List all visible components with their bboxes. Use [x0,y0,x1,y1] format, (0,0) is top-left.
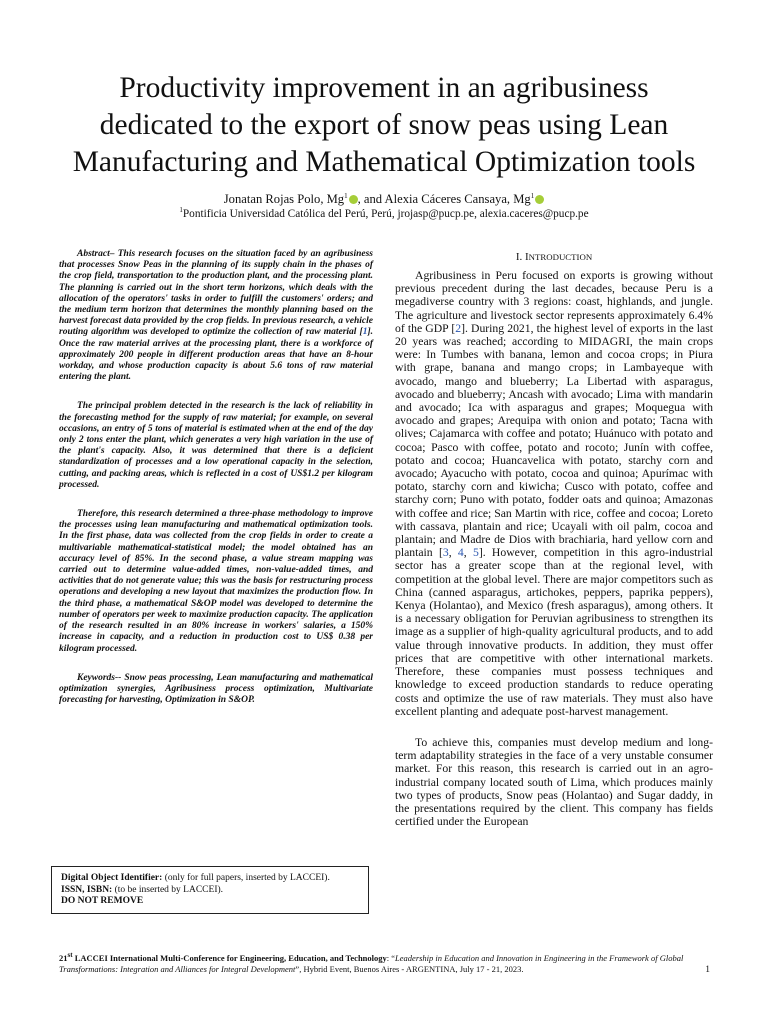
author-separator: , and [357,192,385,206]
page-number: 1 [705,965,710,975]
keywords: Keywords-- Snow peas processing, Lean manufacturing and mathematical optimization synergies, Agribusiness process optimization, Multivariate forecasting for harvesting, Optimization in S&OP. [59,672,373,706]
doi-label: Digital Object Identifier: [61,873,163,883]
title-line-3: Manufacturing and Mathematical Optimization tools [72,146,696,178]
author-1: Jonatan Rojas Polo, Mg [223,192,345,206]
doi-box [51,866,369,914]
citation-link[interactable]: 2 [455,321,462,335]
title-line-1: Productivity improvement in an agribusiness [119,72,649,104]
abstract-text: ]. Once the raw material arrives at the processing plant, there is a workforce of approximately 200 people in different production areas that have an 8-hour workday, and whose production capacity is about 5.6 tons of raw material entering the plant. [59,327,373,383]
affiliation [40,207,728,222]
orcid-icon[interactable] [349,195,358,204]
footer-conf-name: LACCEI International Multi-Conference for Engineering, Education, and Technology [72,953,387,963]
author-line [40,191,728,207]
heading-part: I. I [515,251,529,263]
do-not-remove: DO NOT REMOVE [61,896,144,906]
introduction-column [395,249,713,846]
page-footer [59,953,709,975]
body-text: ]. However, competition in this agro-industrial sector has a greater scope than at the regional level, with competition at the global level. There are major competitors such as China (canned asparagus, artichokes, peppers, paprika peppers), Kenya (Holantao), and Mexico (fresh asparagus), among others. It is a necessary obligation for Peruvian agribusiness to strengthen its image as a supplier of high-quality agricultural products, and to add value through innovative products. In addition, they must offer prices that are competitive with other international markets. Therefore, these companies must possess techniques and knowledge to exceed production standards to reduce operating costs and optimize the use of raw materials. They must also have excellent planting and adequate post-harvest management. [395,546,714,718]
abstract-paragraph-1 [59,249,373,383]
author-2: Alexia Cáceres Cansaya, Mg [384,192,531,206]
heading-part: NTRODUCTION [528,252,593,262]
abstract-column [59,249,373,706]
affiliation-sup: 1 [179,206,183,215]
section-heading-introduction [395,249,713,265]
abstract-text: Abstract– This research focuses on the situation faced by an agribusiness that processes Snow Peas in the planning of its supply chain in the phases of the crop field, transportation to the production plant, and the processing plant. The planning is carried out in the short term horizons, which deals with the allocation of the operators' tasks in order to fulfill the customers' orders; and the medium term horizon that determines the monthly planning based on the harvest forecast data provided by the crop fields. In previous research, a vehicle routing algorithm was developed to optimize the collection of raw material [ [59,249,373,338]
citation-link[interactable]: 1 [362,327,368,338]
doi-text: (only for full papers, inserted by LACCEI). [162,873,330,883]
author-2-sup: 1 [530,191,535,200]
citation-link[interactable]: 5 [472,546,479,560]
body-text: ]. During 2021, the highest level of exports in the last 20 years was reached; according to MIDAGRI, the main crops were: In Tumbes with banana, lemon and cocoa crops; in Piura with grape, banana and mango crops; in Lambayeque with avocado, mango and blueberry; La Libertad with asparagus, avocado and blueberry; Ancash with avocado; Lima with mandarin and avocado; Ica with asparagus and grapes; Moquegua with avocado and grapes; Arequipa with onion and potato; Tacna with olives; Cajamarca with coffee and potato; Huánuco with potato and cocoa; Pasco with coffee, potato and rocoto; Junín with coffee, potato and cocoa; Huancavelica with potato, starchy corn and avocado; Ayacucho with potato, cocoa and quinoa; Apurímac with potato, starchy corn and kiwicha; Cusco with potato, coffee and starchy corn; Puno with potato, fodder oats and quinoa; Amazonas with coffee and rice; San Martin with rice, coffee and cocoa; Loreto with cassava, plantain and rice; Ucayali with oil palm, cocoa and plantain; and Madre de Dios with brachiaria, hard yellow corn and plantain [ [395,321,713,560]
footer-colon: : “ [386,953,396,963]
footer-theme: Leadership in Education and Innovation in Engineering in the Framework of Global Transformations: Integration and Alliances for Integral Development [59,953,684,974]
footer-conf-num: 21 [59,953,68,963]
paper-title [40,70,728,181]
affiliation-text: Pontificia Universidad Católica del Perú, Perú, jrojasp@pucp.pe, alexia.caceres@pucp.pe [182,208,589,220]
intro-paragraph-1: Agribusiness in Peru focused on exports is growing without previous precedent during the last decades, because Peru is a megadiverse country with 3 regions: coast, highlands, and jungle. The agriculture and livestock sector represents approximately 6.4% of the GDP [2]. During 2021, the highest level of exports in the last 20 years was reached; according to MIDAGRI, the main crops were: In Tumbes with banana, lemon and cocoa crops; in Piura with grape, banana and mango crops; in Lambayeque with avocado, mango and blueberry; La Libertad with asparagus, avocado and blueberry; Ancash with avocado; Lima with mandarin and avocado; Ica with asparagus and grapes; Moquegua with avocado and grapes; Arequipa with onion and potato; Tacna with olives; Cajamarca with coffee and potato; Huánuco with potato and cocoa; Pasco with coffee, potato and rocoto; Junín with coffee, potato and cocoa; Huancavelica with potato, starchy corn and avocado; Ayacucho with potato, cocoa and quinoa; Apurímac with potato, starchy corn and kiwicha; Cusco with potato, coffee and starchy corn; Puno with potato, fodder oats and quinoa; Amazonas with coffee and rice; San Martin with rice, coffee and cocoa; Loreto with cassava, plantain and rice; Ucayali with oil palm, cocoa and plantain; and Madre de Dios with brachiaria, hard yellow corn and plantain [3, 4, 5]. However, competition in this agro-industrial sector has a greater scope than at the regional level, with competition at the global level. There are major competitors such as China (canned asparagus, artichokes, peppers, paprika peppers), Kenya (Holantao), and Mexico (fresh asparagus), among others. It is a necessary obligation for Peruvian agribusiness to strengthen its image as a supplier of high-quality agricultural products, and to add value through innovative products. In addition, they must offer prices that are competitive with other international markets. Therefore, these companies must possess techniques and knowledge to exceed production standards to reduce operating costs and optimize the use of raw materials. They must also have excellent planting and adequate post-harvest management. [395,269,714,718]
issn-label: ISSN, ISBN: [61,884,113,895]
footer-conf-sup: st [67,951,73,960]
abstract-paragraph-3: Therefore, this research determined a three-phase methodology to improve the processes using lean manufacturing and mathematical optimization tools. In the first phase, data was collected from the crop fields in order to create a multivariable mathematical-statistical model; the model obtained has an accuracy level of 85%. In the second phase, a value stream mapping was carried out to determine value-added times, non-value-added times, and activities that do not generate value; this was the basis for restructuring process operations and developing a new layout that maximizes the production flow. In the third phase, a mathematical S&OP model was developed to determine the number of operators per week to maximize production capacity. The application of the research resulted in an 80% increase in workers' salaries, a 150% increase in capacity, and a reduction in production cost to US$ 0.38 per kilogram processed. [59,509,373,654]
title-line-2: dedicated to the export of snow peas using Lean [99,109,669,141]
author-1-sup: 1 [344,191,348,200]
citation-link[interactable]: 4 [457,546,464,560]
abstract-paragraph-2: The principal problem detected in the research is the lack of reliability in the forecasting method for the supply of raw material; for example, on several occasions, an entry of 5 tons of material is estimated when at the end of the day only 2 tons enter the plant, which generates a very high variation in the use of the plant's capacity. Also, it was determined that there is a deficient standardization of processes and a low operational capacity in the selection, cutting, and packing areas, which is reflected in a cost of US$1.2 per kilogram processed. [59,401,373,490]
issn-text: (to be inserted by LACCEI). [112,884,224,895]
orcid-icon[interactable] [535,195,544,204]
citation-link[interactable]: 3 [442,546,449,560]
footer-event: ”, Hybrid Event, Buenos Aires - ARGENTINA, July 17 - 21, 2023. [295,964,524,974]
body-text: Agribusiness in Peru focused on exports is growing without previous precedent during the last decades, because Peru is a megadiverse country with 3 regions: coast, highlands, and jungle. The agriculture and livestock sector represents approximately 6.4% of the GDP [ [395,269,713,335]
intro-paragraph-2: To achieve this, companies must develop medium and long-term adaptability strategies in the face of a very unstable consumer market. For this reason, this research is carried out in an agro-industrial company located south of Lima, which produces mainly two types of products, Snow peas (Holantao) and Sugar daddy, in the presentations required by the client. This company has fields certified under the European [395,735,713,829]
